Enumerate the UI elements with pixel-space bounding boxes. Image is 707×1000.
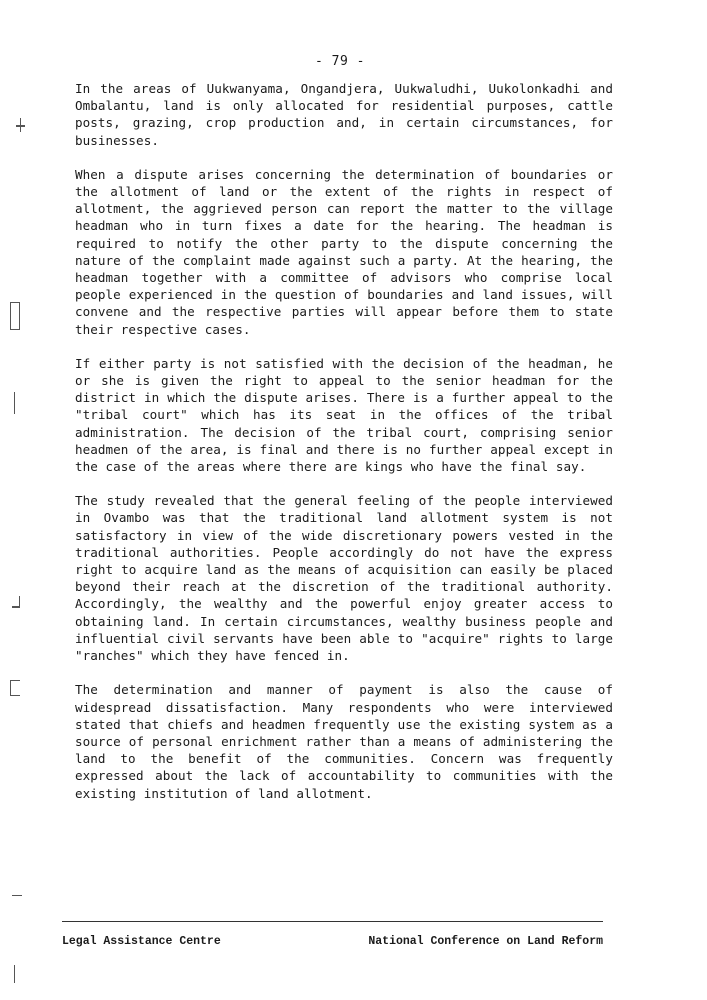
paragraph-dispute-hearing: When a dispute arises concerning the determination of boundaries or the allotment of land or the extent of the rights in respect of allotment, the aggrieved person can report the matter to the village headman who in turn fixes a date for the hearing. The headman is required to notify the other party to the dispute concerning the nature of the complaint made against such a party. At the hearing, the headman together with a committee of advisors who comprise local people experienced in the question of boundaries and land issues, will convene and the respective parties will appear before them to state their respective cases. — [75, 166, 613, 337]
document-body — [75, 80, 613, 819]
footer-conference: National Conference on Land Reform — [368, 935, 603, 948]
footer-divider — [62, 921, 603, 922]
paragraph-land-allocation: In the areas of Uukwanyama, Ongandjera, Uukwaludhi, Uukolonkadhi and Ombalantu, land is only allocated for residential purposes, cattle posts, grazing, crop production and, in certain circumstances, for businesses. — [75, 81, 613, 148]
paragraph-study-findings: The study revealed that the general feeling of the people interviewed in Ovambo was that the traditional land allotment system is not satisfactory in view of the wide discretionary powers vested in the traditional authorities. People accordingly do not have the express right to acquire land as the means of acquisition can easily be placed beyond their reach at the discretion of the traditional authority. Accordingly, the wealthy and the powerful enjoy greater access to obtaining land. In certain circumstances, wealthy business people and influential civil servants have been able to "acquire" rights to large "ranches" which they have fenced in. — [75, 493, 613, 664]
page-number: - 79 - — [315, 54, 365, 69]
scan-margin-artifacts — [0, 0, 30, 1000]
paragraph-payment: The determination and manner of payment is also the cause of widespread dissatisfaction. Many respondents who were interviewed stated that chiefs and headmen frequently use the existing system as a source of personal enrichment rather than a means of administering the land to the benefit of the communities. Concern was frequently expressed about the lack of accountability to communities with the existing institution of land allotment. — [75, 682, 613, 801]
footer-organization: Legal Assistance Centre — [62, 935, 221, 948]
paragraph-appeal: If either party is not satisfied with the decision of the headman, he or she is given the right to appeal to the senior headman for the district in which the dispute arises. There is a further appeal to the "tribal court" which has its seat in the offices of the tribal administration. The decision of the tribal court, comprising senior headmen of the area, is final and there is no further appeal except in the case of the areas where there are kings who have the final say. — [75, 355, 613, 475]
